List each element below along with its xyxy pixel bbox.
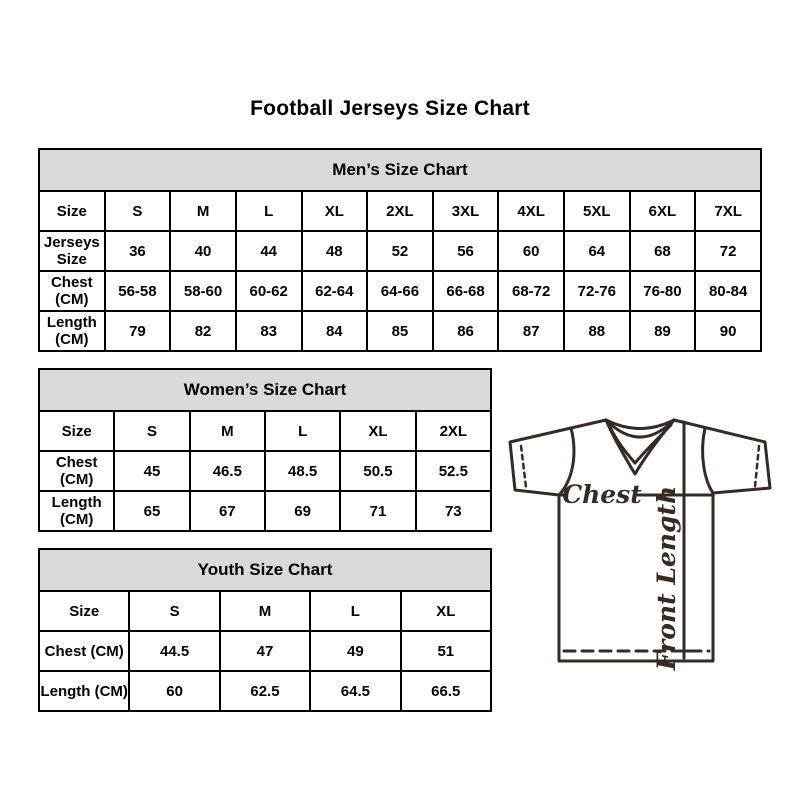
size-cell: 71: [340, 491, 415, 531]
size-cell: 62.5: [220, 671, 310, 711]
size-cell: 2XL: [416, 411, 491, 451]
table-row: [39, 271, 761, 311]
size-cell: 52: [367, 231, 433, 271]
size-cell: 4XL: [498, 191, 564, 231]
size-cell: 44: [236, 231, 302, 271]
table-title-row: [39, 149, 761, 191]
size-cell: 90: [695, 311, 761, 351]
table-row: [39, 311, 761, 351]
size-cell: 83: [236, 311, 302, 351]
size-cell: 46.5: [190, 451, 265, 491]
table-row: [39, 191, 761, 231]
size-cell: 72-76: [564, 271, 630, 311]
size-cell: 6XL: [630, 191, 696, 231]
row-label: Size: [39, 411, 114, 451]
size-cell: 45: [114, 451, 189, 491]
table-title-row: [39, 549, 491, 591]
size-cell: 76-80: [630, 271, 696, 311]
size-cell: 60: [498, 231, 564, 271]
size-cell: 87: [498, 311, 564, 351]
womens-size-table: [38, 368, 492, 532]
size-cell: 88: [564, 311, 630, 351]
row-label: Length (CM): [39, 491, 114, 531]
table-row: [39, 451, 491, 491]
size-cell: 89: [630, 311, 696, 351]
table-title-row: [39, 369, 491, 411]
size-cell: 80-84: [695, 271, 761, 311]
size-cell: 47: [220, 631, 310, 671]
size-cell: 60: [129, 671, 219, 711]
size-cell: 64.5: [310, 671, 400, 711]
size-cell: 40: [170, 231, 236, 271]
size-cell: 3XL: [433, 191, 499, 231]
size-cell: 48: [302, 231, 368, 271]
size-cell: 86: [433, 311, 499, 351]
size-cell: 66-68: [433, 271, 499, 311]
size-cell: 5XL: [564, 191, 630, 231]
youth-size-table: [38, 548, 492, 712]
size-cell: L: [310, 591, 400, 631]
size-cell: 82: [170, 311, 236, 351]
size-cell: M: [170, 191, 236, 231]
jersey-diagram: [498, 396, 784, 698]
size-cell: 85: [367, 311, 433, 351]
size-cell: L: [236, 191, 302, 231]
table-row: [39, 671, 491, 711]
size-cell: 72: [695, 231, 761, 271]
size-cell: 67: [190, 491, 265, 531]
size-cell: 62-64: [302, 271, 368, 311]
size-cell: 48.5: [265, 451, 340, 491]
row-label: Chest (CM): [39, 271, 105, 311]
table-title: Youth Size Chart: [39, 549, 491, 591]
size-cell: L: [265, 411, 340, 451]
front-length-label: Front Length: [652, 485, 681, 671]
row-label: Jerseys Size: [39, 231, 105, 271]
size-cell: 66.5: [401, 671, 491, 711]
chest-label: Chest: [562, 480, 642, 509]
size-cell: 73: [416, 491, 491, 531]
table-row: [39, 591, 491, 631]
table-row: [39, 411, 491, 451]
size-cell: 2XL: [367, 191, 433, 231]
size-cell: 44.5: [129, 631, 219, 671]
size-cell: 69: [265, 491, 340, 531]
row-label: Chest (CM): [39, 631, 129, 671]
size-cell: XL: [302, 191, 368, 231]
table-row: [39, 491, 491, 531]
size-cell: 56-58: [105, 271, 171, 311]
mens-size-table: [38, 148, 762, 352]
size-cell: 36: [105, 231, 171, 271]
size-cell: 52.5: [416, 451, 491, 491]
size-cell: 60-62: [236, 271, 302, 311]
size-cell: XL: [340, 411, 415, 451]
size-cell: 68-72: [498, 271, 564, 311]
row-label: Size: [39, 591, 129, 631]
size-cell: M: [220, 591, 310, 631]
table-title: Men’s Size Chart: [39, 149, 761, 191]
table-title: Women’s Size Chart: [39, 369, 491, 411]
size-cell: 64: [564, 231, 630, 271]
size-cell: 84: [302, 311, 368, 351]
table-row: [39, 231, 761, 271]
size-cell: S: [129, 591, 219, 631]
size-cell: S: [114, 411, 189, 451]
row-label: Length (CM): [39, 311, 105, 351]
size-cell: XL: [401, 591, 491, 631]
row-label: Size: [39, 191, 105, 231]
row-label: Chest (CM): [39, 451, 114, 491]
size-cell: 65: [114, 491, 189, 531]
size-cell: 49: [310, 631, 400, 671]
size-cell: 56: [433, 231, 499, 271]
page-title: Football Jerseys Size Chart: [250, 97, 530, 120]
size-cell: 58-60: [170, 271, 236, 311]
size-cell: 68: [630, 231, 696, 271]
size-cell: 50.5: [340, 451, 415, 491]
jersey-outline-icon: [498, 396, 784, 698]
table-row: [39, 631, 491, 671]
row-label: Length (CM): [39, 671, 129, 711]
size-cell: 64-66: [367, 271, 433, 311]
size-cell: 79: [105, 311, 171, 351]
size-cell: M: [190, 411, 265, 451]
size-cell: S: [105, 191, 171, 231]
size-cell: 7XL: [695, 191, 761, 231]
size-cell: 51: [401, 631, 491, 671]
